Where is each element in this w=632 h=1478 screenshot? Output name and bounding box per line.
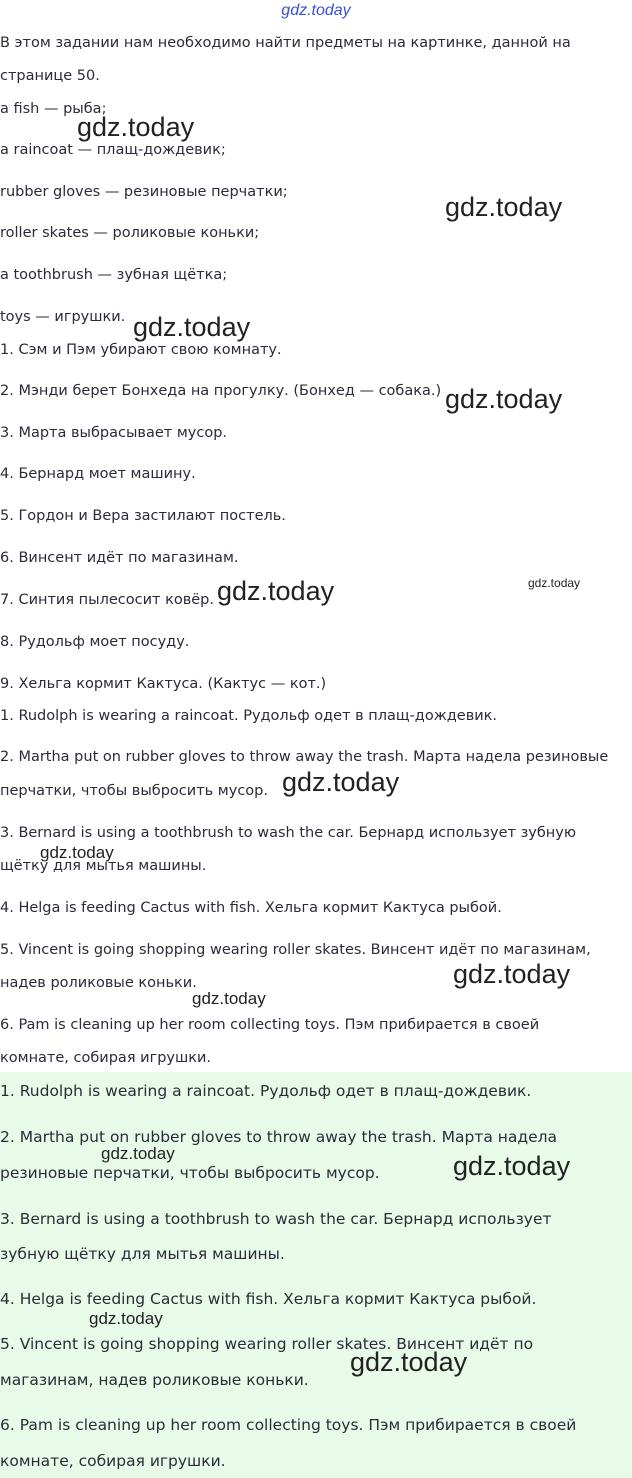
translation-item: 6. Винсент идёт по магазинам. xyxy=(0,550,239,566)
answer-box-line: комнате, собирая игрушки. xyxy=(0,1452,226,1470)
answer-line: перчатки, чтобы выбросить мусор. xyxy=(0,783,268,799)
vocab-item: a fish — рыба; xyxy=(0,101,107,117)
answer-line: комнате, собирая игрушки. xyxy=(0,1050,212,1066)
translation-item: 7. Синтия пылесосит ковёр. xyxy=(0,592,214,608)
watermark: gdz.today xyxy=(217,576,335,606)
answer-line: 3. Bernard is using a toothbrush to wash the car. Бернард использует зубную xyxy=(0,825,577,841)
translation-item: 9. Хельга кормит Кактуса. (Кактус — кот.) xyxy=(0,676,327,692)
site-logo[interactable]: gdz.today xyxy=(281,2,351,19)
answer-box-line: магазинам, надев роликовые коньки. xyxy=(0,1371,309,1389)
answer-box-line: зубную щётку для мытья машины. xyxy=(0,1245,285,1263)
answer-box-line: 4. Helga is feeding Cactus with fish. Хельга кормит Кактуса рыбой. xyxy=(0,1290,537,1308)
answer-line: 4. Helga is feeding Cactus with fish. Хельга кормит Кактуса рыбой. xyxy=(0,900,502,916)
watermark: gdz.today xyxy=(350,1347,468,1377)
answer-line: надев роликовые коньки. xyxy=(0,975,197,991)
answer-box xyxy=(0,1072,632,1478)
vocab-item: roller skates — роликовые коньки; xyxy=(0,225,260,241)
watermark: gdz.today xyxy=(282,767,400,797)
vocab-item: rubber gloves — резиновые перчатки; xyxy=(0,184,288,200)
watermark: gdz.today xyxy=(528,576,581,590)
vocab-item: a toothbrush — зубная щётка; xyxy=(0,267,228,283)
answer-line: 2. Martha put on rubber gloves to throw away the trash. Марта надела резиновые xyxy=(0,749,609,765)
answer-box-line: 1. Rudolph is wearing a raincoat. Рудольф одет в плащ-дождевик. xyxy=(0,1082,532,1100)
watermark: gdz.today xyxy=(192,989,266,1008)
vocab-item: a raincoat — плащ-дождевик; xyxy=(0,142,226,158)
answer-box-line: 6. Pam is cleaning up her room collecting toys. Пэм прибирается в своей xyxy=(0,1416,577,1434)
answer-line: 6. Pam is cleaning up her room collecting toys. Пэм прибирается в своей xyxy=(0,1017,540,1033)
translation-item: 5. Гордон и Вера застилают постель. xyxy=(0,508,286,524)
intro-line: странице 50. xyxy=(0,68,100,84)
answer-line: 5. Vincent is going shopping wearing roller skates. Винсент идёт по магазинам, xyxy=(0,942,591,958)
watermark: gdz.today xyxy=(89,1309,163,1328)
answer-box-line: 5. Vincent is going shopping wearing roller skates. Винсент идёт по xyxy=(0,1335,534,1353)
watermark: gdz.today xyxy=(77,112,195,142)
watermark: gdz.today xyxy=(445,384,563,414)
translation-item: 2. Мэнди берет Бонхеда на прогулку. (Бонхед — собака.) xyxy=(0,383,442,399)
answer-box-line: резиновые перчатки, чтобы выбросить мусор. xyxy=(0,1164,380,1182)
answer-line: 1. Rudolph is wearing a raincoat. Рудольф одет в плащ-дождевик. xyxy=(0,708,498,724)
translation-item: 8. Рудольф моет посуду. xyxy=(0,634,190,650)
translation-item: 3. Марта выбрасывает мусор. xyxy=(0,425,228,441)
watermark: gdz.today xyxy=(453,1151,571,1181)
answer-box-line: 3. Bernard is using a toothbrush to wash the car. Бернард использует xyxy=(0,1210,552,1228)
watermark: gdz.today xyxy=(101,1144,175,1163)
answer-line: щётку для мытья машины. xyxy=(0,858,207,874)
watermark: gdz.today xyxy=(453,959,571,989)
watermark: gdz.today xyxy=(445,192,563,222)
watermark: gdz.today xyxy=(40,843,114,862)
intro-line: В этом задании нам необходимо найти предметы на картинке, данной на xyxy=(0,35,571,51)
vocab-item: toys — игрушки. xyxy=(0,309,126,325)
translation-item: 1. Сэм и Пэм убирают свою комнату. xyxy=(0,342,282,358)
translation-item: 4. Бернард моет машину. xyxy=(0,466,196,482)
watermark: gdz.today xyxy=(133,312,251,342)
answer-box-line: 2. Martha put on rubber gloves to throw away the trash. Марта надела xyxy=(0,1128,558,1146)
